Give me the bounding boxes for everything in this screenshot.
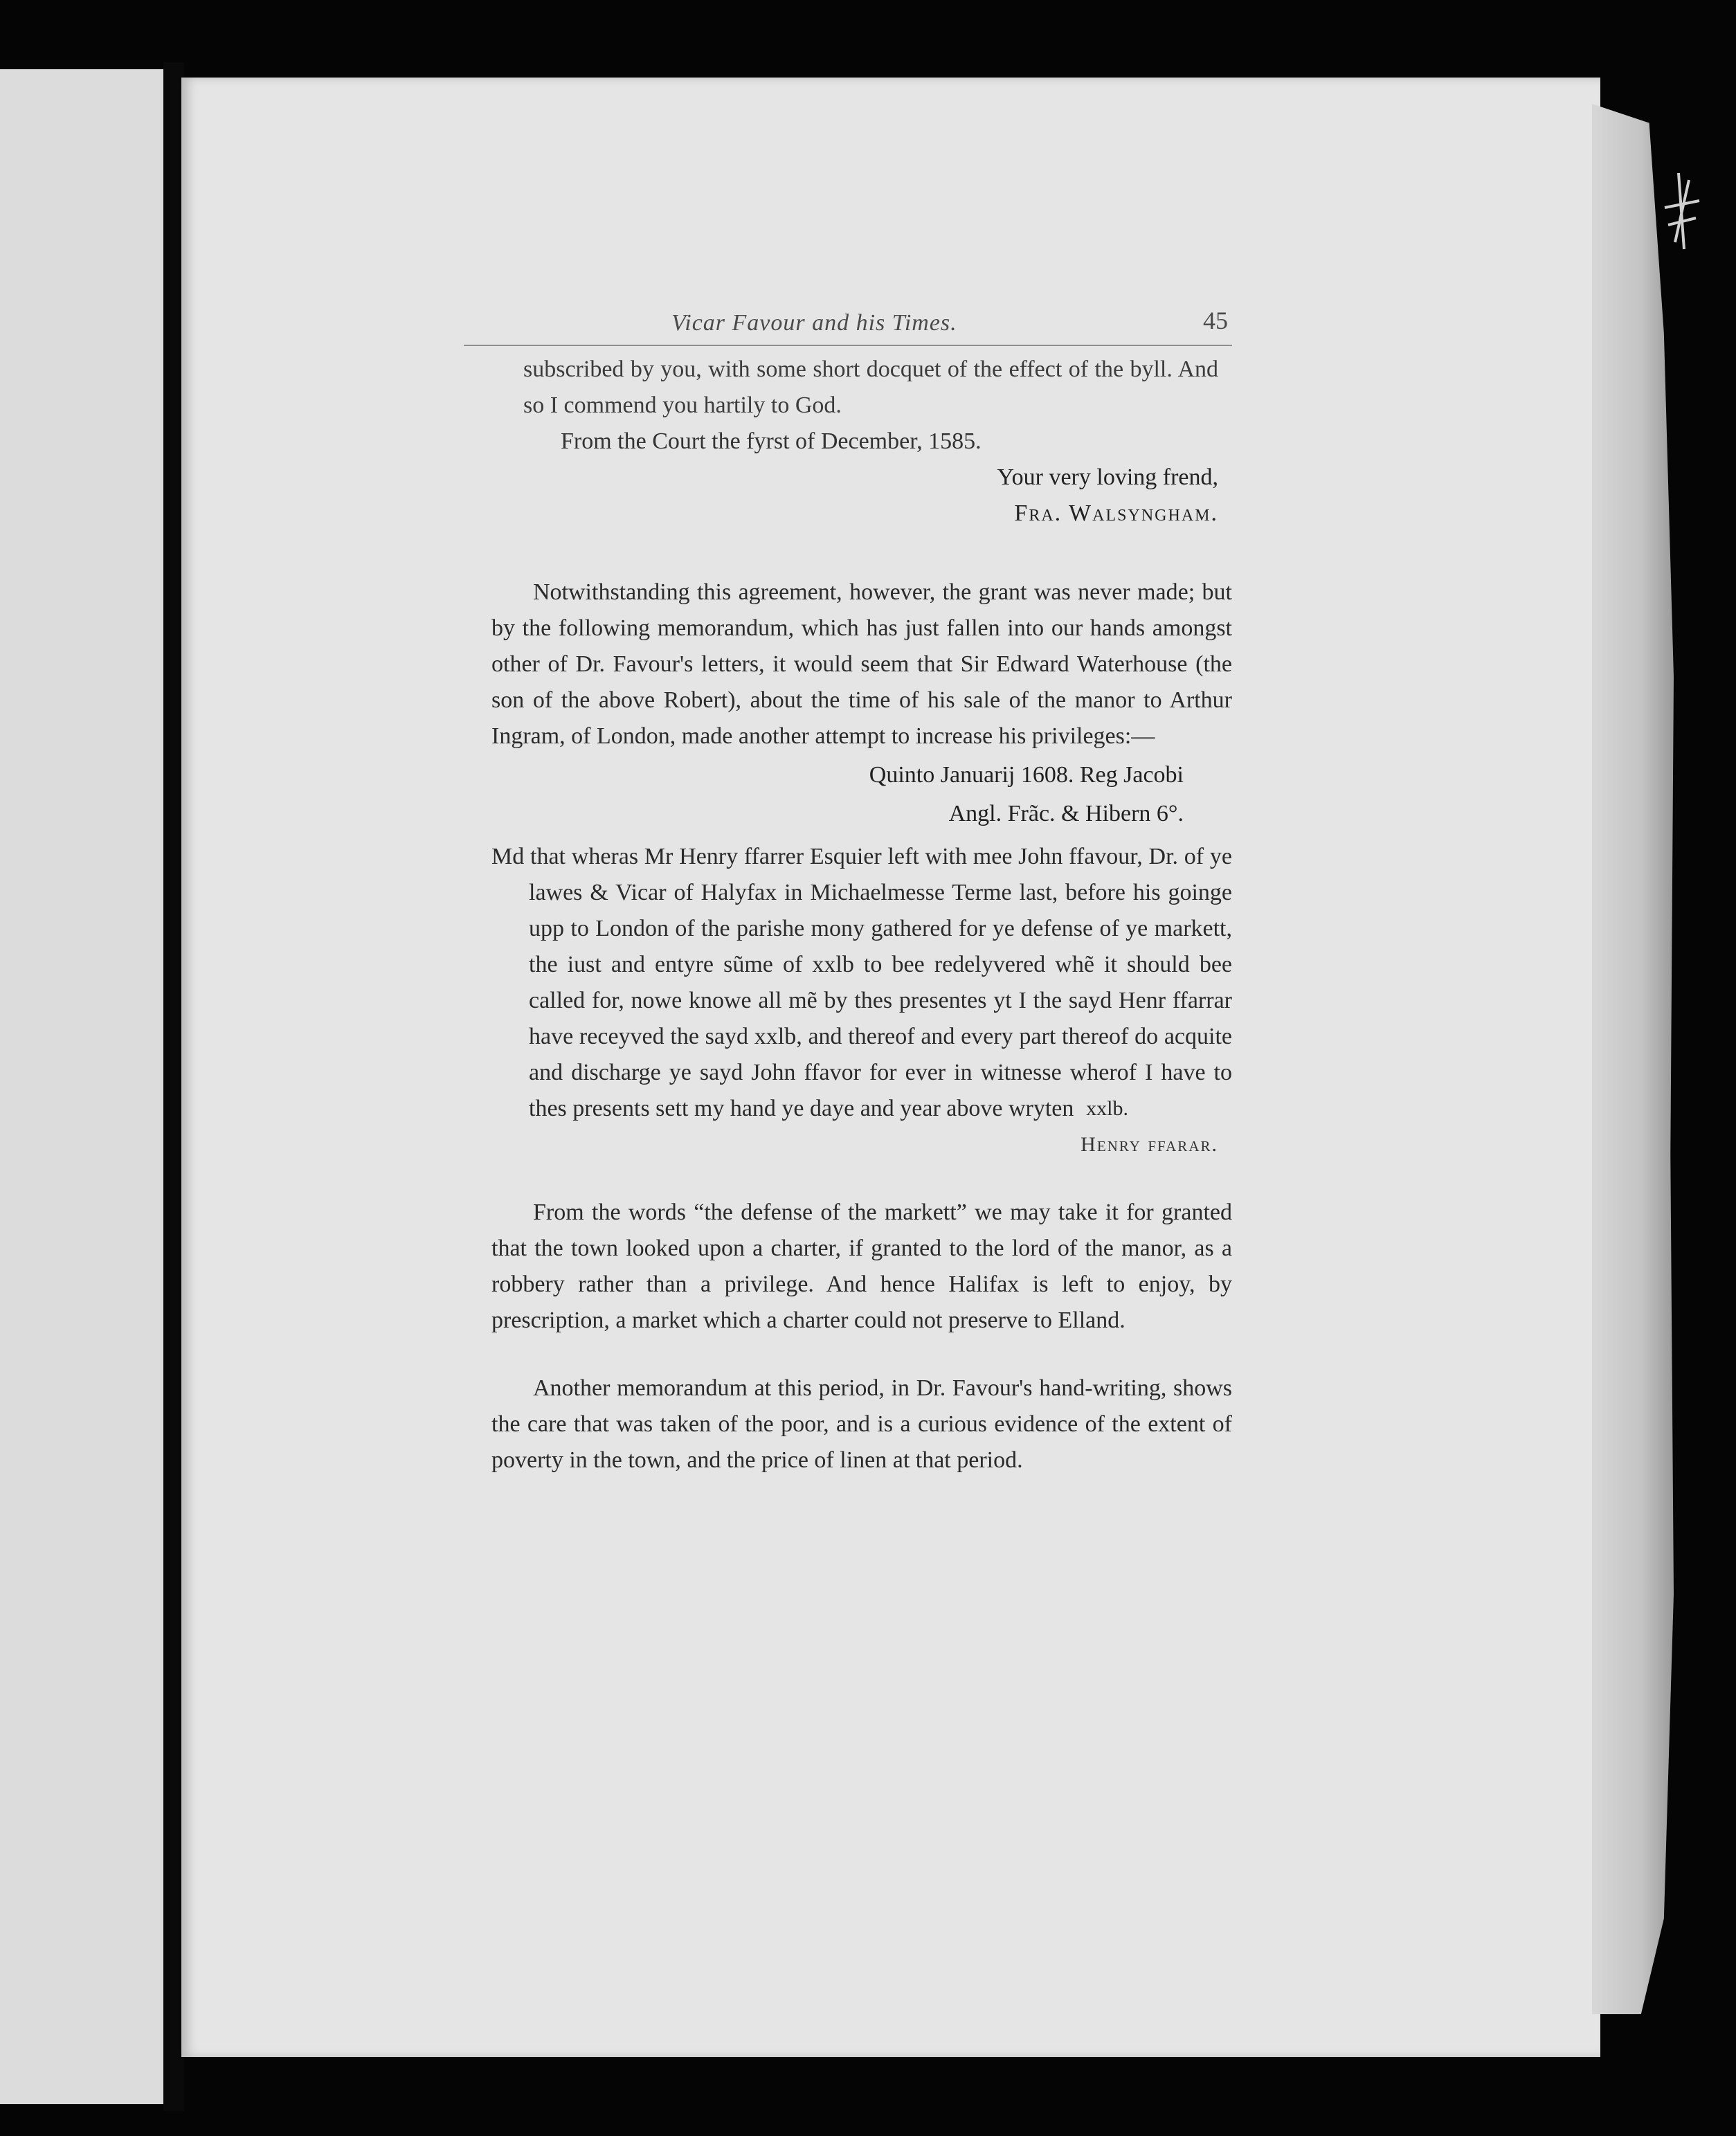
memo-heading-line2: Angl. Frãc. & Hibern 6°.	[948, 801, 1184, 826]
running-title: Vicar Favour and his Times.	[671, 310, 957, 336]
memo-sum: xxlb.	[1086, 1097, 1128, 1120]
memo-body: Md that wheras Mr Henry ffarrer Esquier left with mee John ffavour, Dr. of ye lawes & Vicar of Halyfax in Michaelmesse Terme last, before his goinge upp to London of the parishe mony gathered for ye defense of ye markett, the iust and entyre sũme of xxlb to bee redelyvered whẽ it should bee called for, nowe knowe all mẽ by thes presentes yt I the sayd Henr ffarrar have receyved the sayd xxlb, and thereof and every part thereof do acquite and discharge ye sayd John ffavor for ever in witnesse wherof I have to thes presents sett my hand ye daye and year above wryten	[491, 844, 1232, 1121]
page-number: 45	[1203, 307, 1228, 334]
previous-page-edge	[0, 69, 163, 2104]
paragraph-another: Another memorandum at this period, in Dr. Favour's hand-writing, shows the care that was taken of the poor, and is a curious evidence of the extent of poverty in the town, and the price of linen at that period.	[491, 1375, 1232, 1473]
letter-closing: Your very loving frend,	[997, 464, 1218, 490]
memo-heading-line1: Quinto Januarij 1608. Reg Jacobi	[869, 762, 1184, 788]
section-gap	[491, 532, 1232, 555]
paragraph-intro: Notwithstanding this agreement, however, the grant was never made; but by the following memorandum, which has just fallen into our hands amongst other of Dr. Favour's letters, it would seem that Sir Edward Waterhouse (the son of the above Robert), about the time of his sale of the manor to Arthur Ingram, of London, made another attempt to increase his privileges:—	[491, 579, 1232, 749]
paragraph-defense: From the words “the defense of the markett” we may take it for granted that the town looked upon a charter, if granted to the lord of the manor, as a robbery rather than a privilege. And hence Halifax is left to enjoy, by prescription, a market which a charter could not preserve to Elland.	[491, 1200, 1232, 1333]
memo-signature: Henry ffarar.	[1081, 1133, 1218, 1156]
page-text	[491, 305, 1232, 1478]
letter-body: subscribed by you, with some short docquet of the effect of the byll. And so I commend you hartily to God.	[523, 356, 1218, 418]
memorandum-block	[491, 839, 1232, 1163]
margin-mark-icon	[1658, 166, 1706, 256]
letter-signature: Fra. Walsyngham.	[1014, 500, 1218, 526]
running-head	[464, 305, 1232, 346]
letter-date-line: From the Court the fyrst of December, 1585.	[561, 428, 982, 454]
page-fore-edge	[1592, 104, 1674, 2014]
